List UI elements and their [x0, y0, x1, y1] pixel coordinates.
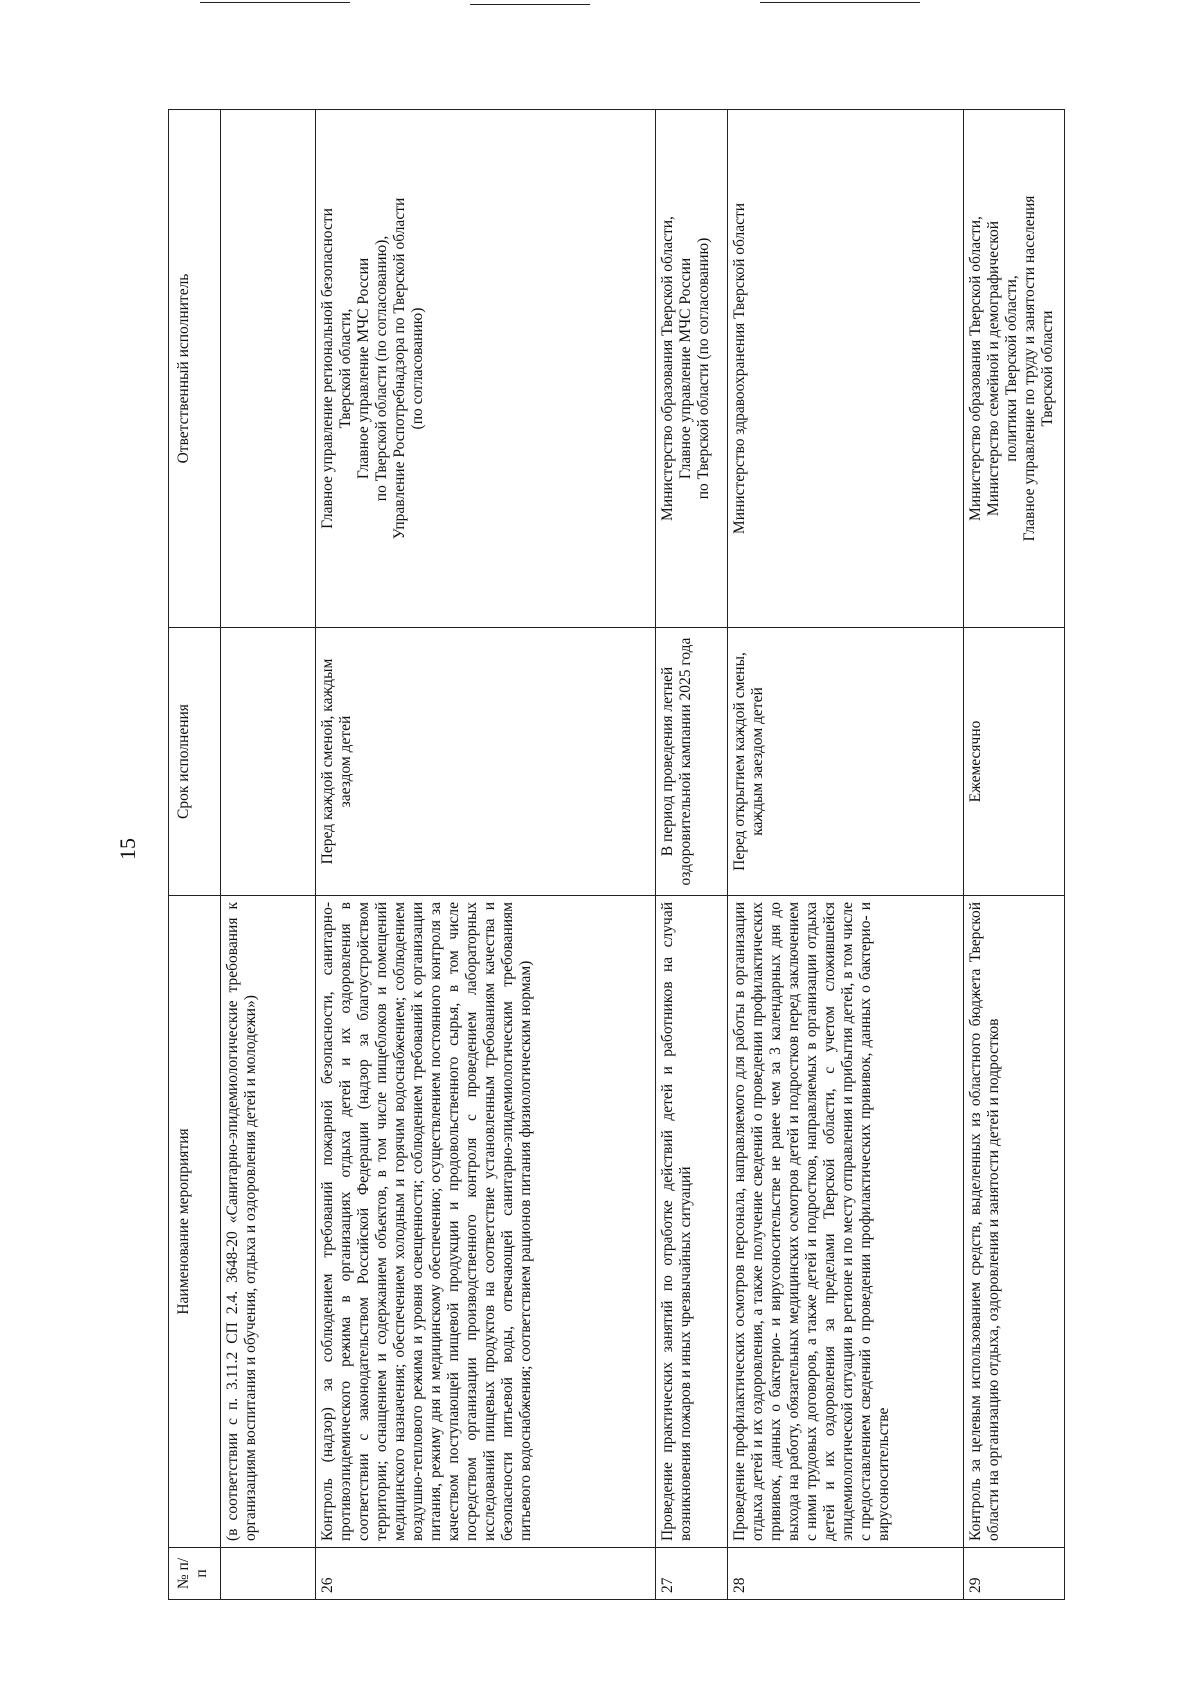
- responsible-line: Управление Роспотребнадзора по Тверской области: [390, 197, 408, 540]
- header-name: Наименование мероприятия: [169, 896, 221, 1548]
- table-row: [964, 110, 1065, 1600]
- table-row: [656, 110, 728, 1600]
- table-row: [221, 110, 316, 1600]
- responsible-line: Министерство здравоохранения Тверской области: [731, 202, 748, 535]
- row-responsible: [964, 110, 1065, 628]
- responsible-line: Главное управление МЧС России: [676, 257, 694, 480]
- rotated-table-container: [168, 110, 1065, 1600]
- row-name: Контроль (надзор) за соблюдением требований пожарной безопасности, санитарно-противоэпидемического режима в организациях отдыха детей и их оздоровления в соответствии с законодательством Российской Федерации (надзор за благоустройством территории; оснащением и содержанием объектов, в том числе пищеблоков и помещений медицинского назначения; обеспечением холодным и горячим водоснабжением; соблюдением воздушно-теплового режима и уровня освещенности; соблюдением требований к организации питания, режиму дня и медицинскому обеспечению; осуществлением постоянного контроля за качеством поступающей пищевой продукции и продовольственного сырья, в том числе посредством организации производственного контроля с проведением лабораторных исследований пищевых продуктов на соответствие установленным требованиям качества и безопасности питьевой воды, отвечающей санитарно-эпидемиологическим требованиям питьевого водоснабжения; соответствием рационов питания физиологическим нормам): [316, 896, 656, 1548]
- responsible-line: по Тверской области (по согласованию),: [372, 235, 390, 502]
- table-row: [728, 110, 964, 1600]
- row-name: Контроль за целевым использованием средств, выделенных из областного бюджета Тверской области на организацию отдыха, оздоровления и занятости детей и подростков: [964, 896, 1065, 1548]
- row-term: Ежемесячно: [964, 628, 1065, 896]
- header-num: № п/п: [169, 1548, 221, 1600]
- row-responsible: [221, 110, 316, 628]
- page-number: 15: [115, 838, 140, 860]
- responsible-line: Тверской области,: [336, 308, 354, 429]
- row-responsible: [728, 110, 964, 628]
- responsible-line: Главное управление по труду и занятости населения: [1020, 195, 1038, 542]
- scan-mark-right: [760, 2, 920, 3]
- responsible-line: по Тверской области (по согласованию): [694, 237, 712, 500]
- row-num: [221, 1548, 316, 1600]
- responsible-line: Министерство образования Тверской области,: [967, 216, 984, 521]
- row-num: 26: [316, 1548, 656, 1600]
- responsible-line: политики Тверской области,: [1002, 275, 1020, 462]
- row-term: Перед каждой сменой, каждым заездом детей: [316, 628, 656, 896]
- header-term: Срок исполнения: [169, 628, 221, 896]
- scan-mark-left: [200, 2, 350, 3]
- row-term: [221, 628, 316, 896]
- row-responsible: [316, 110, 656, 628]
- row-name: Проведение профилактических осмотров персонала, направляемого для работы в организации отдыха детей и их оздоровления, а также получение сведений о проведении профилактических прививок, данных о бактерио- и вирусоносительстве не ранее чем за 3 календарных дня до выхода на работу, обязательных медицинских осмотров детей и подростков перед заключением с ними трудовых договоров, а также детей и подростков, направляемых в организации отдыха детей и их оздоровления за пределами Тверской области, с учетом сложившейся эпидемиологической ситуации в регионе и по месту отправления и прибытия детей, в том числе с предоставлением сведений о проведении профилактических прививок, данных о бактерио- и вирусоносительстве: [728, 896, 964, 1548]
- row-term: В период проведения летней оздоровительной кампании 2025 года: [656, 628, 728, 896]
- row-num: 27: [656, 1548, 728, 1600]
- row-num: 29: [964, 1548, 1065, 1600]
- header-responsible: Ответственный исполнитель: [169, 110, 221, 628]
- row-num: 28: [728, 1548, 964, 1600]
- measures-table: [168, 109, 1065, 1600]
- row-name: (в соответствии с п. 3.11.2 СП 2.4. 3648-20 «Санитарно-эпидемиологические требования к организациям воспитания и обучения, отдыха и оздоровления детей и молодежи»): [221, 896, 316, 1548]
- responsible-line: (по согласованию): [408, 307, 426, 430]
- row-name: Проведение практических занятий по отработке действий детей и работников на случай возникновения пожаров и иных чрезвычайных ситуаций: [656, 896, 728, 1548]
- row-responsible: [656, 110, 728, 628]
- responsible-line: Министерство образования Тверской области,: [659, 216, 676, 521]
- table-row: [316, 110, 656, 1600]
- table-header-row: [169, 110, 221, 1600]
- responsible-line: Министерство семейной и демографической: [984, 220, 1002, 517]
- scan-mark-mid: [470, 4, 590, 5]
- responsible-line: Тверской области: [1038, 310, 1056, 427]
- responsible-line: Главное управление МЧС России: [354, 257, 372, 480]
- responsible-line: Главное управление региональной безопасности: [319, 208, 336, 529]
- row-term: Перед открытием каждой смены, каждым заездом детей: [728, 628, 964, 896]
